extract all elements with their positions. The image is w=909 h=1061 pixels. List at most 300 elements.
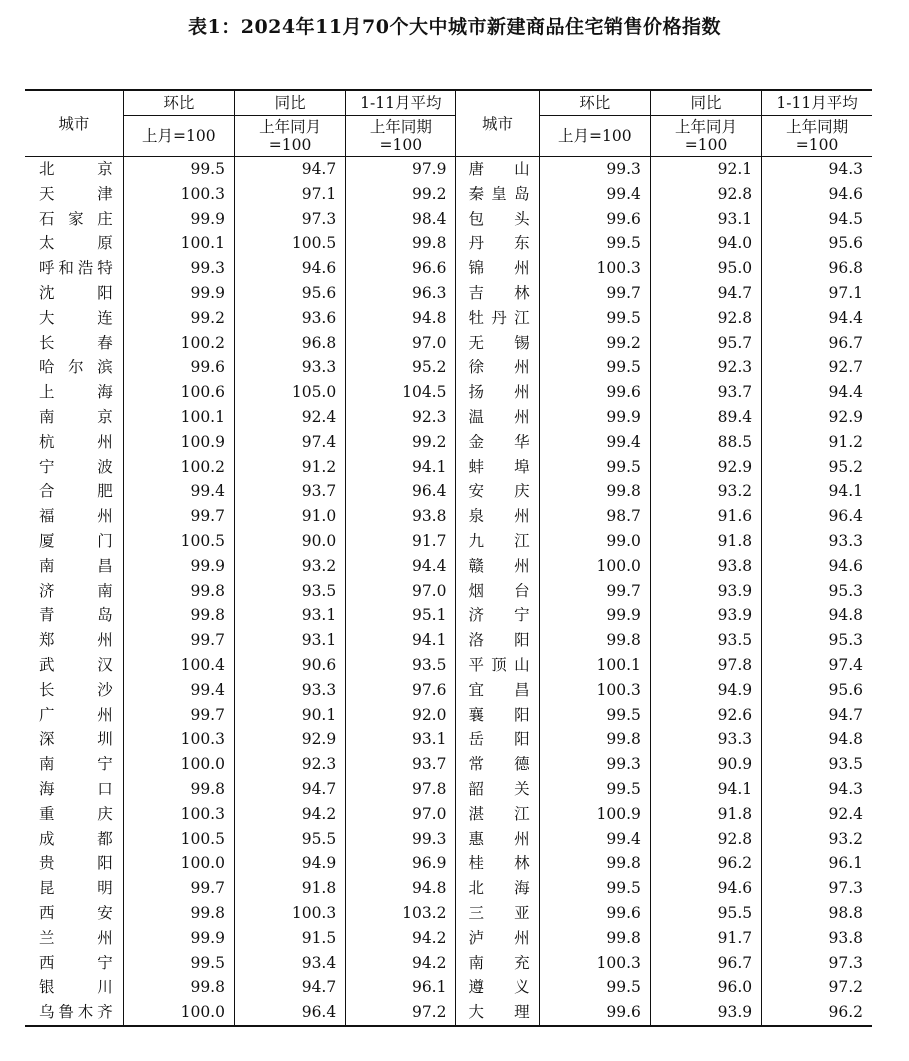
yoy-cell: 97.1 (234, 182, 345, 207)
avg-cell: 94.6 (762, 182, 872, 207)
yoy-cell: 105.0 (234, 380, 345, 405)
avg-cell: 94.5 (762, 207, 872, 232)
mom-cell: 99.6 (539, 380, 650, 405)
yoy-cell: 91.2 (234, 455, 345, 480)
yoy-cell: 91.0 (234, 504, 345, 529)
city-cell: 包头 (456, 207, 539, 232)
avg-cell: 103.2 (346, 901, 456, 926)
city-cell: 昆明 (39, 879, 113, 898)
avg-cell: 94.4 (762, 306, 872, 331)
avg-cell: 93.7 (346, 752, 456, 777)
avg-cell: 96.1 (346, 975, 456, 1000)
city-cell: 乌鲁木齐 (25, 1000, 123, 1026)
header-mom: 环比 (123, 90, 234, 116)
mom-cell: 99.4 (123, 479, 234, 504)
city-cell: 秦皇岛 (456, 182, 539, 207)
mom-cell: 100.0 (539, 554, 650, 579)
header-yoy-base: 上年同月 =100 (650, 116, 761, 157)
yoy-cell: 95.6 (234, 281, 345, 306)
avg-cell: 95.6 (762, 231, 872, 256)
yoy-cell: 100.3 (234, 901, 345, 926)
avg-cell: 96.2 (762, 1000, 872, 1026)
yoy-cell: 95.5 (650, 901, 761, 926)
city-cell: 丹东 (456, 231, 539, 256)
avg-cell: 97.0 (346, 331, 456, 356)
table-row (25, 926, 872, 951)
mom-cell: 100.1 (539, 653, 650, 678)
table-row (25, 628, 872, 653)
table-row (25, 827, 872, 852)
city-cell: 湛江 (456, 802, 539, 827)
city-cell: 天津 (39, 184, 113, 203)
avg-cell: 95.3 (762, 579, 872, 604)
mom-cell: 99.9 (123, 554, 234, 579)
city-cell: 西安 (39, 903, 113, 922)
header-mom-base: 上月=100 (123, 116, 234, 157)
table-row (25, 430, 872, 455)
table-row (25, 306, 872, 331)
avg-cell: 94.3 (762, 157, 872, 182)
city-cell: 长春 (39, 333, 113, 352)
table-row (25, 504, 872, 529)
yoy-cell: 88.5 (650, 430, 761, 455)
mom-cell: 100.5 (123, 529, 234, 554)
mom-cell: 99.6 (539, 1000, 650, 1026)
mom-cell: 99.6 (123, 355, 234, 380)
avg-cell: 94.6 (762, 554, 872, 579)
mom-cell: 99.0 (539, 529, 650, 554)
city-cell: 蚌埠 (456, 455, 539, 480)
avg-cell: 94.2 (346, 926, 456, 951)
avg-cell: 94.2 (346, 951, 456, 976)
yoy-cell: 92.9 (650, 455, 761, 480)
yoy-cell: 90.0 (234, 529, 345, 554)
mom-cell: 99.5 (539, 231, 650, 256)
city-cell: 襄阳 (456, 703, 539, 728)
yoy-cell: 93.3 (234, 678, 345, 703)
mom-cell: 99.5 (123, 157, 234, 182)
mom-cell: 100.2 (123, 331, 234, 356)
yoy-cell: 95.0 (650, 256, 761, 281)
mom-cell: 99.5 (123, 951, 234, 976)
city-cell: 合肥 (39, 482, 113, 501)
city-cell: 海口 (39, 779, 113, 798)
yoy-cell: 94.2 (234, 802, 345, 827)
avg-cell: 97.0 (346, 802, 456, 827)
yoy-cell: 93.2 (234, 554, 345, 579)
city-cell: 济南 (39, 581, 113, 600)
avg-cell: 94.3 (762, 777, 872, 802)
mom-cell: 99.5 (539, 455, 650, 480)
avg-cell: 94.1 (346, 455, 456, 480)
table-row (25, 1000, 872, 1026)
yoy-cell: 92.3 (234, 752, 345, 777)
yoy-cell: 94.6 (650, 876, 761, 901)
avg-cell: 93.5 (762, 752, 872, 777)
yoy-cell: 93.3 (650, 727, 761, 752)
table-row (25, 975, 872, 1000)
avg-cell: 94.8 (346, 876, 456, 901)
avg-cell: 104.5 (346, 380, 456, 405)
city-cell: 常德 (456, 752, 539, 777)
mom-cell: 99.4 (539, 827, 650, 852)
yoy-cell: 93.2 (650, 479, 761, 504)
avg-cell: 98.4 (346, 207, 456, 232)
city-cell: 济宁 (456, 603, 539, 628)
city-cell: 宁波 (39, 457, 113, 476)
mom-cell: 99.3 (123, 256, 234, 281)
mom-cell: 99.7 (123, 703, 234, 728)
mom-cell: 99.4 (539, 430, 650, 455)
yoy-cell: 91.5 (234, 926, 345, 951)
avg-cell: 99.8 (346, 231, 456, 256)
avg-cell: 93.8 (346, 504, 456, 529)
header-avg: 1-11月平均 (346, 90, 456, 116)
table-row (25, 703, 872, 728)
avg-cell: 94.4 (762, 380, 872, 405)
avg-cell: 97.6 (346, 678, 456, 703)
avg-cell: 98.8 (762, 901, 872, 926)
yoy-cell: 95.5 (234, 827, 345, 852)
header-yoy: 同比 (650, 90, 761, 116)
avg-cell: 92.3 (346, 405, 456, 430)
avg-cell: 94.8 (346, 306, 456, 331)
table-row (25, 554, 872, 579)
avg-cell: 99.2 (346, 430, 456, 455)
city-cell: 桂林 (456, 851, 539, 876)
yoy-cell: 90.6 (234, 653, 345, 678)
yoy-cell: 93.8 (650, 554, 761, 579)
table-row (25, 752, 872, 777)
mom-cell: 99.2 (539, 331, 650, 356)
mom-cell: 99.5 (539, 306, 650, 331)
table-row (25, 207, 872, 232)
avg-cell: 93.1 (346, 727, 456, 752)
avg-cell: 97.2 (762, 975, 872, 1000)
table-row (25, 157, 872, 182)
mom-cell: 99.7 (123, 876, 234, 901)
avg-cell: 92.4 (762, 802, 872, 827)
mom-cell: 99.9 (123, 207, 234, 232)
mom-cell: 100.3 (539, 256, 650, 281)
mom-cell: 100.1 (123, 405, 234, 430)
avg-cell: 94.8 (762, 603, 872, 628)
table-row (25, 479, 872, 504)
avg-cell: 97.8 (346, 777, 456, 802)
yoy-cell: 89.4 (650, 405, 761, 430)
avg-cell: 97.2 (346, 1000, 456, 1026)
mom-cell: 100.3 (123, 802, 234, 827)
yoy-cell: 94.7 (650, 281, 761, 306)
mom-cell: 99.8 (123, 603, 234, 628)
city-cell: 遵义 (456, 975, 539, 1000)
city-cell: 大连 (39, 308, 113, 327)
yoy-cell: 96.7 (650, 951, 761, 976)
avg-cell: 96.4 (346, 479, 456, 504)
city-cell: 牡丹江 (456, 306, 539, 331)
city-cell: 深圳 (39, 730, 113, 749)
yoy-cell: 91.8 (650, 529, 761, 554)
yoy-cell: 92.8 (650, 306, 761, 331)
avg-cell: 92.7 (762, 355, 872, 380)
mom-cell: 99.5 (539, 975, 650, 1000)
mom-cell: 100.4 (123, 653, 234, 678)
yoy-cell: 93.9 (650, 1000, 761, 1026)
yoy-cell: 93.1 (650, 207, 761, 232)
yoy-cell: 94.0 (650, 231, 761, 256)
city-cell: 宜昌 (456, 678, 539, 703)
yoy-cell: 92.1 (650, 157, 761, 182)
avg-cell: 96.7 (762, 331, 872, 356)
yoy-cell: 91.6 (650, 504, 761, 529)
city-cell: 重庆 (39, 804, 113, 823)
city-cell: 大理 (456, 1000, 539, 1026)
yoy-cell: 91.8 (650, 802, 761, 827)
mom-cell: 100.2 (123, 455, 234, 480)
city-cell: 烟台 (456, 579, 539, 604)
city-cell: 成都 (39, 829, 113, 848)
city-cell: 郑州 (39, 631, 113, 650)
mom-cell: 100.9 (539, 802, 650, 827)
city-cell: 武汉 (39, 655, 113, 674)
city-cell: 锦州 (456, 256, 539, 281)
city-cell: 赣州 (456, 554, 539, 579)
avg-cell: 95.3 (762, 628, 872, 653)
avg-cell: 91.2 (762, 430, 872, 455)
city-cell: 杭州 (39, 432, 113, 451)
mom-cell: 99.4 (539, 182, 650, 207)
city-cell: 安庆 (456, 479, 539, 504)
table-row (25, 231, 872, 256)
city-cell: 厦门 (39, 531, 113, 550)
yoy-cell: 94.1 (650, 777, 761, 802)
yoy-cell: 93.3 (234, 355, 345, 380)
mom-cell: 99.8 (539, 727, 650, 752)
yoy-cell: 96.8 (234, 331, 345, 356)
city-cell: 平顶山 (456, 653, 539, 678)
yoy-cell: 94.7 (234, 975, 345, 1000)
city-cell: 吉林 (456, 281, 539, 306)
city-cell: 洛阳 (456, 628, 539, 653)
city-cell: 九江 (456, 529, 539, 554)
yoy-cell: 92.8 (650, 827, 761, 852)
table-row (25, 529, 872, 554)
header-avg-base: 上年同期 =100 (346, 116, 456, 157)
yoy-cell: 97.4 (234, 430, 345, 455)
yoy-cell: 97.3 (234, 207, 345, 232)
yoy-cell: 97.8 (650, 653, 761, 678)
mom-cell: 99.8 (123, 901, 234, 926)
mom-cell: 99.9 (123, 281, 234, 306)
avg-cell: 94.8 (762, 727, 872, 752)
yoy-cell: 100.5 (234, 231, 345, 256)
yoy-cell: 92.9 (234, 727, 345, 752)
yoy-cell: 92.3 (650, 355, 761, 380)
avg-cell: 95.2 (346, 355, 456, 380)
yoy-cell: 96.2 (650, 851, 761, 876)
city-cell: 贵阳 (39, 854, 113, 873)
yoy-cell: 95.7 (650, 331, 761, 356)
table-row (25, 851, 872, 876)
avg-cell: 92.9 (762, 405, 872, 430)
mom-cell: 99.9 (123, 926, 234, 951)
mom-cell: 100.6 (123, 380, 234, 405)
table-row (25, 802, 872, 827)
table-row (25, 281, 872, 306)
mom-cell: 99.2 (123, 306, 234, 331)
yoy-cell: 90.1 (234, 703, 345, 728)
avg-cell: 94.4 (346, 554, 456, 579)
city-cell: 福州 (39, 507, 113, 526)
city-cell: 南昌 (39, 556, 113, 575)
avg-cell: 97.9 (346, 157, 456, 182)
city-cell: 北京 (39, 160, 113, 178)
avg-cell: 95.2 (762, 455, 872, 480)
avg-cell: 93.3 (762, 529, 872, 554)
city-cell: 沈阳 (39, 283, 113, 302)
mom-cell: 99.3 (539, 157, 650, 182)
page-title: 表1：2024年11月70个大中城市新建商品住宅销售价格指数 (188, 16, 721, 38)
mom-cell: 100.5 (123, 827, 234, 852)
avg-cell: 96.6 (346, 256, 456, 281)
table-row (25, 380, 872, 405)
mom-cell: 100.3 (539, 951, 650, 976)
yoy-cell: 94.7 (234, 157, 345, 182)
city-cell: 惠州 (456, 827, 539, 852)
header-city: 城市 (25, 90, 123, 157)
avg-cell: 97.4 (762, 653, 872, 678)
yoy-cell: 93.4 (234, 951, 345, 976)
city-cell: 南宁 (39, 755, 113, 774)
city-cell: 泉州 (456, 504, 539, 529)
mom-cell: 100.3 (123, 727, 234, 752)
city-cell: 南京 (39, 407, 113, 426)
mom-cell: 98.7 (539, 504, 650, 529)
city-cell: 岳阳 (456, 727, 539, 752)
yoy-cell: 93.7 (650, 380, 761, 405)
mom-cell: 99.8 (539, 851, 650, 876)
mom-cell: 99.5 (539, 355, 650, 380)
city-cell: 兰州 (39, 928, 113, 947)
header-yoy: 同比 (234, 90, 345, 116)
table-row (25, 951, 872, 976)
yoy-cell: 94.7 (234, 777, 345, 802)
mom-cell: 99.7 (123, 628, 234, 653)
mom-cell: 99.6 (539, 207, 650, 232)
yoy-cell: 92.4 (234, 405, 345, 430)
mom-cell: 100.0 (123, 1000, 234, 1026)
table-row (25, 579, 872, 604)
header-yoy-base: 上年同月 =100 (234, 116, 345, 157)
city-cell: 北海 (456, 876, 539, 901)
table-row (25, 876, 872, 901)
mom-cell: 99.7 (123, 504, 234, 529)
mom-cell: 99.8 (539, 479, 650, 504)
yoy-cell: 92.6 (650, 703, 761, 728)
city-cell: 长沙 (39, 680, 113, 699)
city-cell: 西宁 (39, 953, 113, 972)
table-row (25, 603, 872, 628)
mom-cell: 99.8 (539, 628, 650, 653)
table-row (25, 727, 872, 752)
table-row (25, 182, 872, 207)
city-cell: 上海 (39, 383, 113, 402)
header-mom-base: 上月=100 (539, 116, 650, 157)
avg-cell: 93.5 (346, 653, 456, 678)
table-row (25, 653, 872, 678)
city-cell: 哈尔滨 (39, 358, 113, 377)
mom-cell: 100.3 (123, 182, 234, 207)
mom-cell: 99.8 (123, 579, 234, 604)
city-cell: 唐山 (456, 157, 539, 182)
avg-cell: 96.8 (762, 256, 872, 281)
avg-cell: 95.6 (762, 678, 872, 703)
avg-cell: 97.0 (346, 579, 456, 604)
mom-cell: 99.6 (539, 901, 650, 926)
mom-cell: 99.7 (539, 281, 650, 306)
table-row (25, 901, 872, 926)
mom-cell: 100.3 (539, 678, 650, 703)
avg-cell: 99.2 (346, 182, 456, 207)
city-cell: 温州 (456, 405, 539, 430)
avg-cell: 96.1 (762, 851, 872, 876)
avg-cell: 96.3 (346, 281, 456, 306)
city-cell: 金华 (456, 430, 539, 455)
mom-cell: 100.9 (123, 430, 234, 455)
table-row (25, 455, 872, 480)
avg-cell: 96.9 (346, 851, 456, 876)
avg-cell: 99.3 (346, 827, 456, 852)
yoy-cell: 93.6 (234, 306, 345, 331)
table-row (25, 405, 872, 430)
table-row (25, 777, 872, 802)
city-cell: 银川 (39, 978, 113, 997)
city-cell: 徐州 (456, 355, 539, 380)
price-index-table (25, 89, 872, 1027)
mom-cell: 99.9 (539, 405, 650, 430)
yoy-cell: 91.8 (234, 876, 345, 901)
yoy-cell: 93.5 (234, 579, 345, 604)
avg-cell: 93.2 (762, 827, 872, 852)
mom-cell: 99.5 (539, 703, 650, 728)
city-cell: 三亚 (456, 901, 539, 926)
yoy-cell: 96.4 (234, 1000, 345, 1026)
mom-cell: 99.4 (123, 678, 234, 703)
city-cell: 扬州 (456, 380, 539, 405)
table-row (25, 331, 872, 356)
avg-cell: 94.1 (762, 479, 872, 504)
mom-cell: 99.5 (539, 876, 650, 901)
yoy-cell: 93.9 (650, 579, 761, 604)
avg-cell: 97.3 (762, 876, 872, 901)
city-cell: 青岛 (39, 606, 113, 625)
yoy-cell: 94.9 (234, 851, 345, 876)
avg-cell: 97.1 (762, 281, 872, 306)
yoy-cell: 92.8 (650, 182, 761, 207)
avg-cell: 91.7 (346, 529, 456, 554)
mom-cell: 99.8 (539, 926, 650, 951)
mom-cell: 99.7 (539, 579, 650, 604)
avg-cell: 92.0 (346, 703, 456, 728)
city-cell: 广州 (39, 705, 113, 724)
avg-cell: 94.1 (346, 628, 456, 653)
city-cell: 泸州 (456, 926, 539, 951)
table-row (25, 355, 872, 380)
mom-cell: 99.9 (539, 603, 650, 628)
avg-cell: 94.7 (762, 703, 872, 728)
avg-cell: 95.1 (346, 603, 456, 628)
mom-cell: 100.0 (123, 851, 234, 876)
